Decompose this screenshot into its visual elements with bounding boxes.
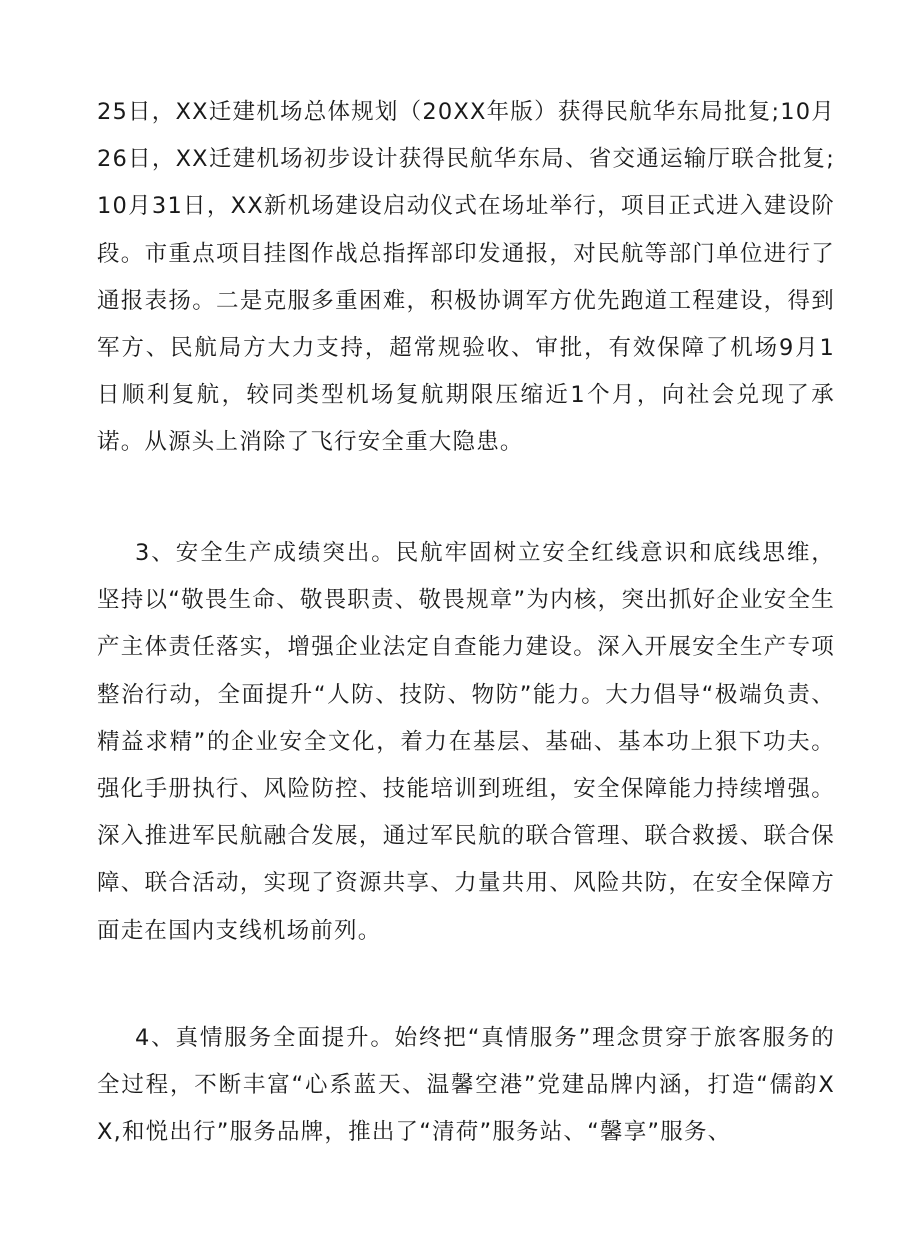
paragraph-airport-relocation: 25日，XX迁建机场总体规划（20XX年版）获得民航华东局批复;10月26日，XX迁建机场初步设计获得民航华东局、省交通运输厅联合批复;10月31日，XX新机场建设启动仪式在场址举行，项目正式进入建设阶段。市重点项目挂图作战总指挥部印发通报，对民航等部门单位进行了通报表扬。二是克服多重困难，积极协调军方优先跑道工程建设，得到军方、民航局方大力支持，超常规验收、审批，有效保障了机场9月1日顺利复航，较同类型机场复航期限压缩近1个月，向社会兑现了承诺。从源头上消除了飞行安全重大隐患。 xyxy=(97,99,835,456)
paragraph-service-improvement: 4、真情服务全面提升。始终把“真情服务”理念贯穿于旅客服务的全过程，不断丰富“心系蓝天、温馨空港”党建品牌内涵，打造“儒韵XX,和悦出行”服务品牌，推出了“清荷”服务站、“馨享”服务、 xyxy=(97,1025,835,1146)
paragraph-safety-production: 3、安全生产成绩突出。民航牢固树立安全红线意识和底线思维，坚持以“敬畏生命、敬畏职责、敬畏规章”为内核，突出抓好企业安全生产主体责任落实，增强企业法定自查能力建设。深入开展安全生产专项整治行动，全面提升“人防、技防、物防”能力。大力倡导“极端负责、精益求精”的企业安全文化，着力在基层、基础、基本功上狠下功夫。强化手册执行、风险防控、技能培训到班组，安全保障能力持续增强。深入推进军民航融合发展，通过军民航的联合管理、联合救援、联合保障、联合活动，实现了资源共享、力量共用、风险共防，在安全保障方面走在国内支线机场前列。 xyxy=(97,540,835,944)
